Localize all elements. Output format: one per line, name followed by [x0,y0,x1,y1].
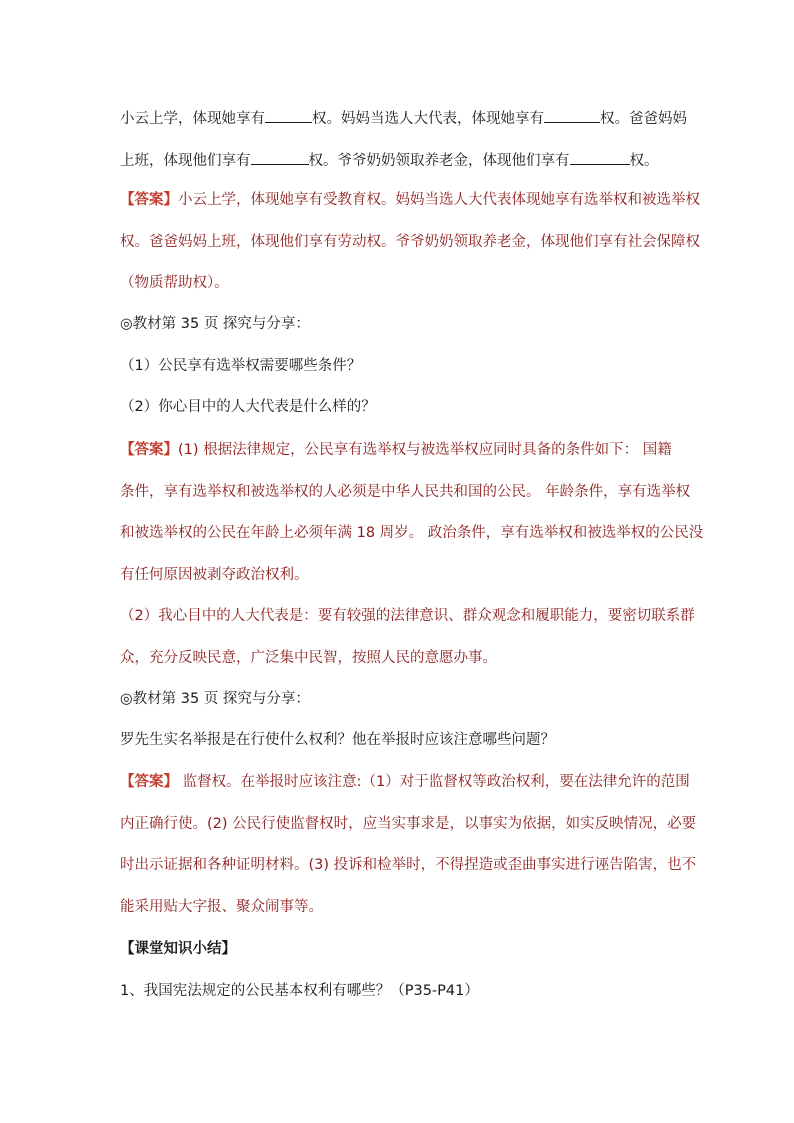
question-item: 罗先生实名举报是在行使什么权利？他在举报时应该注意哪些问题？ [120,732,555,748]
answer-text: 监督权。在举报时应该注意:（1）对于监督权等政治权利，要在法律允许的范围 [178,774,690,790]
answer-2-line-1 [120,440,672,460]
section-heading: ◎教材第 35 页 探究与分享： [120,691,310,707]
answer-2-line-5: （2）我心目中的人大代表是：要有较强的法律意识、群众观念和履职能力，要密切联系群 [120,608,695,624]
fill-blank [544,108,600,123]
summary-heading: 【课堂知识小结】 [120,941,236,957]
answer-1-line-2: 权。爸爸妈妈上班，体现他们享有劳动权。爷爷奶奶领取养老金，体现他们享有社会保障权 [120,234,700,250]
answer-3-line-3: 时出示证据和各种证明材料。(3) 投诉和检举时，不得捏造或歪曲事实进行诬告陷害，也不 [120,857,697,873]
section-heading: ◎教材第 35 页 探究与分享： [120,316,310,332]
fill-blank [570,150,630,165]
question-item: （2）你心目中的人大代表是什么样的？ [120,399,376,415]
answer-tag: 【答案】 [120,442,178,458]
answer-text: (1) 根据法律规定，公民享有选举权与被选举权应同时具备的条件如下： 国籍 [178,442,672,458]
answer-3-line-4: 能采用贴大字报、聚众闹事等。 [120,899,323,915]
text: 权。妈妈当选人大代表，体现她享有 [312,111,544,127]
answer-2-line-6: 众，充分反映民意，广泛集中民智，按照人民的意愿办事。 [120,650,497,666]
text: 上班，体现他们享有 [120,153,251,169]
answer-1-line-3: （物质帮助权）。 [120,275,229,291]
answer-2-line-3: 和被选举权的公民在年龄上必须年满 18 周岁。 政治条件，享有选举权和被选举权的公民没 [120,525,704,541]
fill-blank [251,150,309,165]
text: 权。 [629,153,659,169]
text: 小云上学，体现她享有 [120,111,265,127]
answer-2-line-4: 有任何原因被剥夺政治权利。 [120,567,309,583]
answer-1-line-1 [120,190,700,210]
answer-tag: 【答案】 [120,774,178,790]
question-item: （1）公民享有选举权需要哪些条件？ [120,358,362,374]
answer-text: 小云上学，体现她享有受教育权。妈妈当选人大代表体现她享有选举权和被选举权 [178,192,700,208]
question-line-1 [120,108,687,129]
summary-question: 1、我国宪法规定的公民基本权利有哪些？（P35-P41） [120,983,479,999]
text: 权。爸爸妈妈 [600,111,687,127]
answer-2-line-2: 条件，享有选举权和被选举权的人必须是中华人民共和国的公民。 年龄条件，享有选举权 [120,484,691,500]
answer-3-line-1 [120,772,690,792]
fill-blank [265,108,312,123]
question-line-2 [120,150,659,171]
answer-3-line-2: 内正确行使。(2) 公民行使监督权时，应当实事求是，以事实为依据，如实反映情况，必要 [120,816,697,832]
text: 权。爷爷奶奶领取养老金，体现他们享有 [308,153,570,169]
answer-tag: 【答案】 [120,192,178,208]
